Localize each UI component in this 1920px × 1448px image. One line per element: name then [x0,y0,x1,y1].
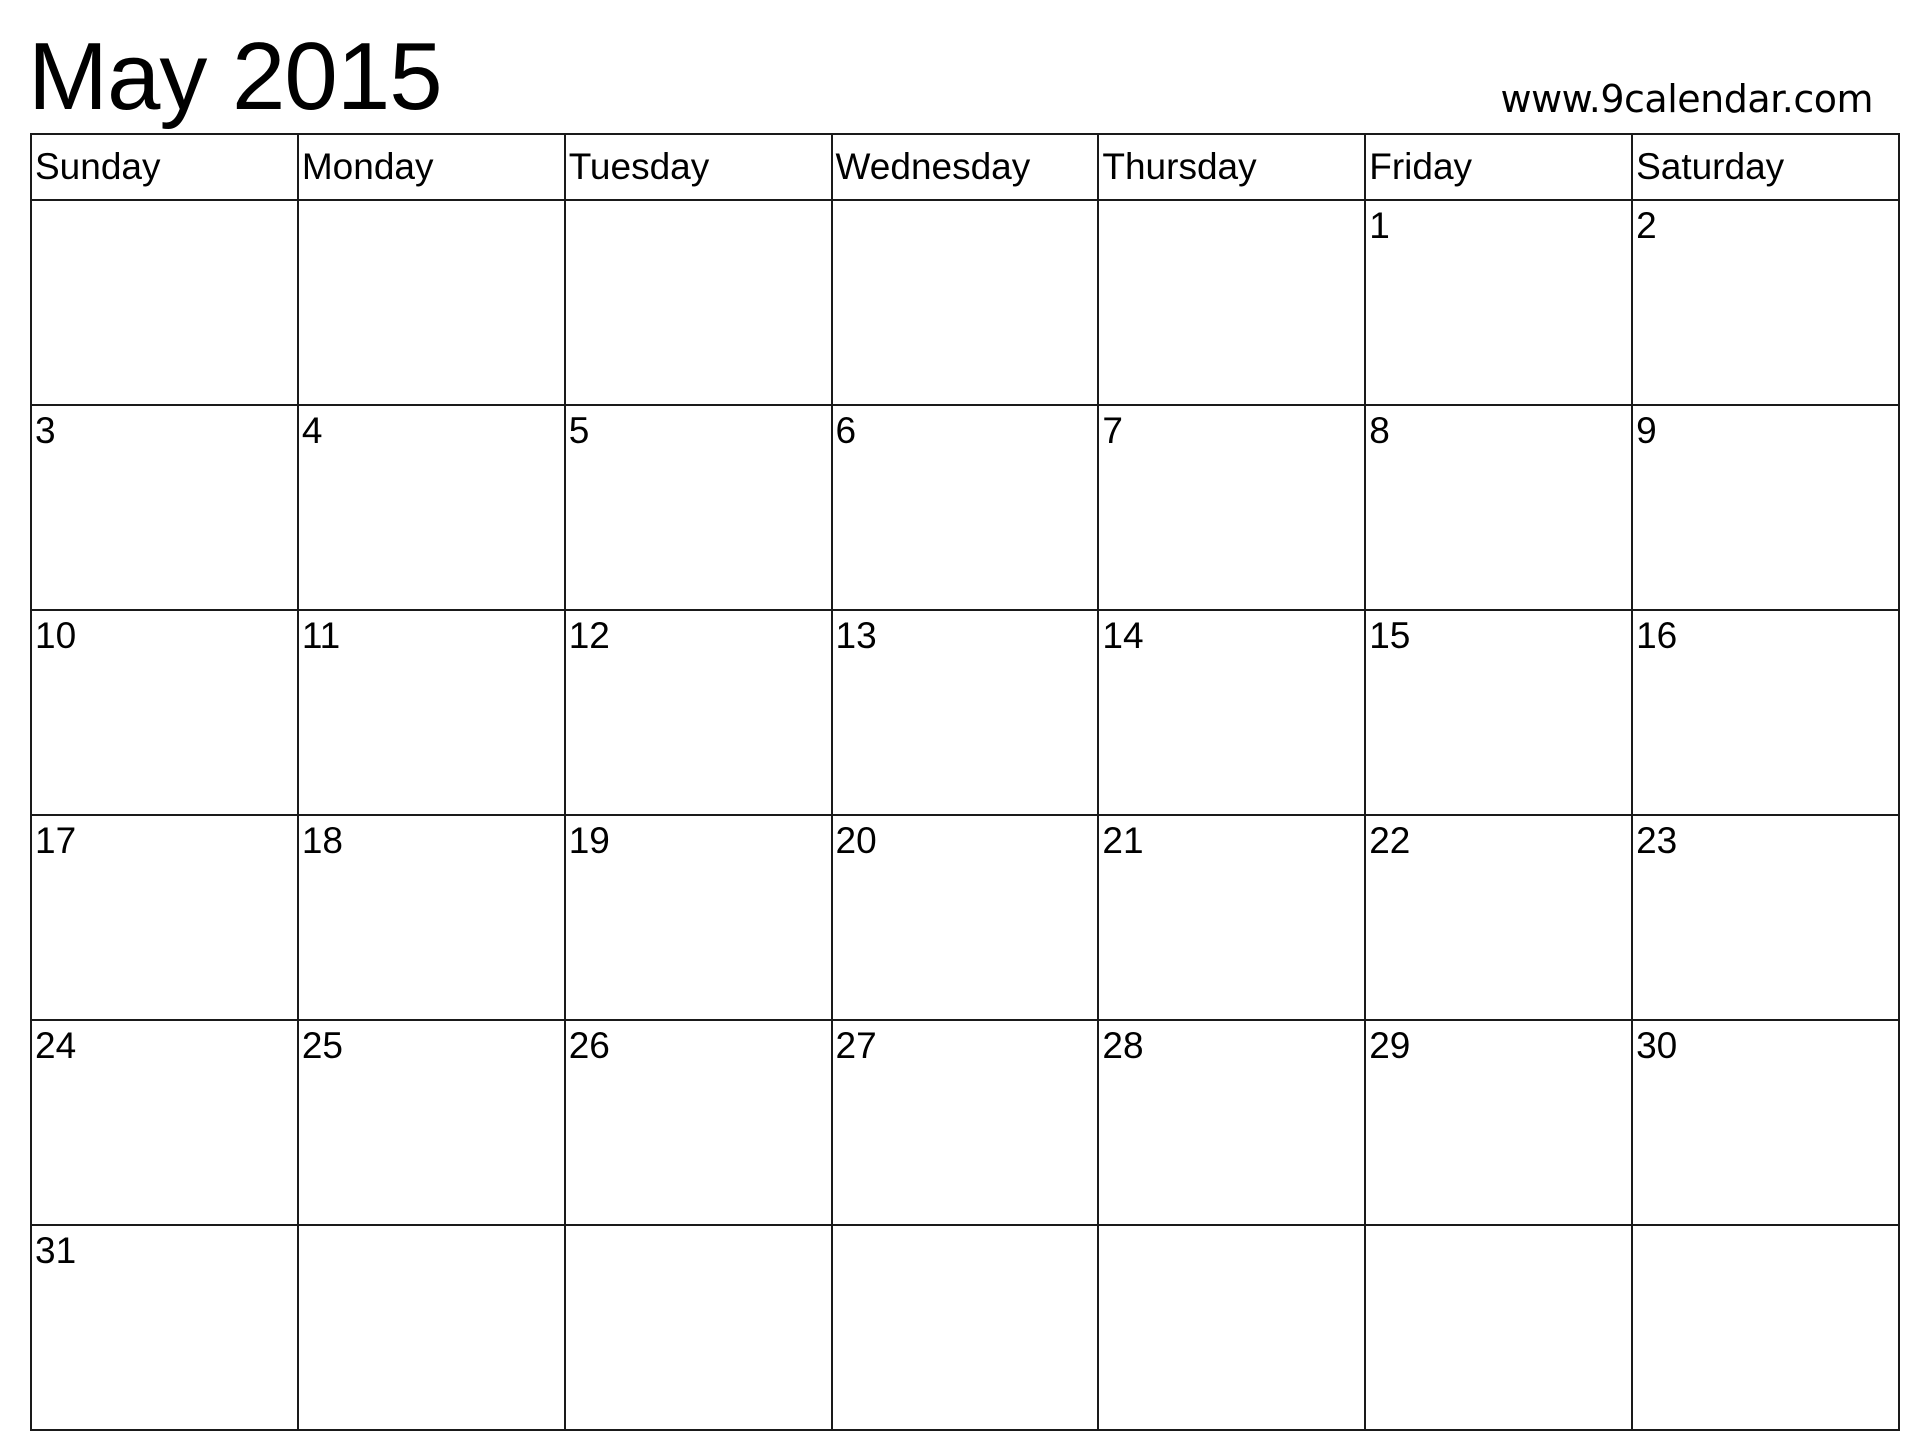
day-cell: 15 [1365,610,1632,815]
day-cell [565,1225,832,1430]
day-cell: 24 [31,1020,298,1225]
day-cell [832,200,1099,405]
day-cell [298,1225,565,1430]
day-cell: 9 [1632,405,1899,610]
day-cell: 18 [298,815,565,1020]
week-row [31,610,1899,815]
day-cell: 23 [1632,815,1899,1020]
page-title: May 2015 [28,23,442,130]
day-cell [31,200,298,405]
day-cell [565,200,832,405]
website-link[interactable]: www.9calendar.com [1500,77,1873,121]
week-row [31,200,1899,405]
weekday-friday: Friday [1365,134,1632,200]
day-cell: 16 [1632,610,1899,815]
day-cell [1365,1225,1632,1430]
month-calendar-grid [30,133,1900,1431]
weekday-tuesday: Tuesday [565,134,832,200]
day-cell [298,200,565,405]
day-cell: 3 [31,405,298,610]
day-cell: 21 [1098,815,1365,1020]
day-cell: 20 [832,815,1099,1020]
day-cell: 19 [565,815,832,1020]
weekday-thursday: Thursday [1098,134,1365,200]
weekday-header-row [31,134,1899,200]
day-cell [1098,1225,1365,1430]
weekday-wednesday: Wednesday [832,134,1099,200]
day-cell: 4 [298,405,565,610]
day-cell: 12 [565,610,832,815]
day-cell [1632,1225,1899,1430]
day-cell: 17 [31,815,298,1020]
day-cell: 5 [565,405,832,610]
day-cell: 11 [298,610,565,815]
day-cell: 26 [565,1020,832,1225]
day-cell: 8 [1365,405,1632,610]
day-cell: 31 [31,1225,298,1430]
day-cell: 29 [1365,1020,1632,1225]
day-cell: 7 [1098,405,1365,610]
weekday-monday: Monday [298,134,565,200]
week-row [31,405,1899,610]
day-cell: 25 [298,1020,565,1225]
day-cell [1098,200,1365,405]
day-cell: 22 [1365,815,1632,1020]
week-row [31,1225,1899,1430]
day-cell: 10 [31,610,298,815]
day-cell: 2 [1632,200,1899,405]
weekday-sunday: Sunday [31,134,298,200]
weekday-saturday: Saturday [1632,134,1899,200]
day-cell: 13 [832,610,1099,815]
day-cell: 28 [1098,1020,1365,1225]
day-cell [832,1225,1099,1430]
day-cell: 30 [1632,1020,1899,1225]
week-row [31,815,1899,1020]
day-cell: 27 [832,1020,1099,1225]
day-cell: 6 [832,405,1099,610]
week-row [31,1020,1899,1225]
day-cell: 1 [1365,200,1632,405]
day-cell: 14 [1098,610,1365,815]
